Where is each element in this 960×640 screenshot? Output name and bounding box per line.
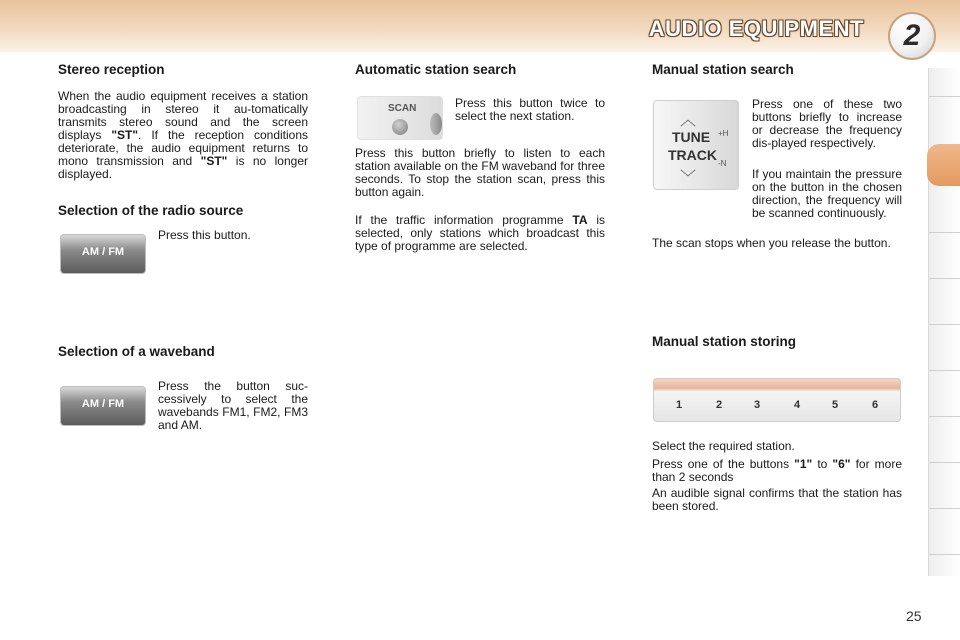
preset-5-label: 5: [832, 399, 839, 411]
dial-edge-icon: [430, 113, 442, 135]
st-indicator: "ST": [200, 154, 228, 168]
chapter-number-badge: 2: [888, 12, 936, 60]
automatic-search-text: Press this button briefly to listen to each station available on the FM waveband for three seconds. To stop the station scan, press this button again.: [355, 146, 605, 199]
storing-text-part: for more than 2 seconds: [652, 457, 902, 484]
storing-text-part: Press one of the buttons: [652, 457, 795, 471]
scan-button-text: Press this button twice to select the next station.: [455, 96, 605, 123]
am-label: AM: [81, 246, 100, 258]
scan-button-image: [357, 96, 443, 140]
page-title: AUDIO EQUIPMENT: [648, 16, 864, 41]
chapter-tab[interactable]: [929, 462, 960, 463]
chapter-tab[interactable]: [929, 278, 960, 279]
separator-label: /: [102, 398, 106, 410]
automatic-search-heading: Automatic station search: [355, 62, 517, 77]
radio-source-text: Press this button.: [158, 228, 251, 242]
stereo-text-part: . If the reception conditions deteriorate, the audio equipment returns to mono transmission and: [58, 128, 309, 168]
preset-6-ref: "6": [832, 457, 851, 471]
scan-label: SCAN: [388, 103, 417, 114]
manual-storing-heading: Manual station storing: [652, 334, 797, 349]
minus-label: -N: [718, 159, 727, 168]
st-indicator: "ST": [111, 128, 139, 142]
chapter-tab[interactable]: [929, 96, 960, 97]
fm-label: FM: [108, 246, 125, 258]
preset-6-label: 6: [872, 399, 879, 411]
traffic-info-text: [355, 214, 605, 253]
chevron-up-icon: ︿: [680, 112, 697, 129]
manual-search-heading: Manual station search: [652, 62, 794, 77]
preset-2-label: 2: [716, 399, 723, 411]
preset-1-label: 1: [676, 399, 683, 411]
tune-label: TUNE: [672, 129, 711, 145]
storing-text-part: to: [812, 457, 833, 471]
chapter-tab[interactable]: [929, 508, 960, 509]
fm-label: FM: [108, 398, 125, 410]
preset-buttons-image: [653, 378, 901, 422]
am-fm-button-image: [60, 234, 146, 274]
chevron-down-icon: ﹀: [680, 170, 697, 187]
track-label: TRACK: [668, 147, 717, 163]
waveband-text: Press the button suc-cessively to select the wavebands FM1, FM2, FM3 and AM.: [158, 379, 308, 432]
page-number: 25: [906, 608, 922, 624]
waveband-heading: Selection of a waveband: [58, 344, 215, 359]
manual-search-text-3: The scan stops when you release the button.: [652, 236, 891, 250]
tune-track-button-image: [653, 100, 739, 190]
chapter-tab[interactable]: [929, 232, 960, 233]
storing-text-2: [652, 458, 902, 484]
chapter-tab[interactable]: [929, 324, 960, 325]
stereo-text-part: When the audio equipment receives a station broadcasting in stereo it au-tomatically transmits stereo sound and the screen displays: [58, 89, 308, 142]
plus-label: +H: [718, 129, 729, 138]
traffic-text-part: If the traffic information programme: [355, 213, 573, 227]
preset-1-ref: "1": [794, 457, 813, 471]
stereo-reception-text: [58, 90, 308, 181]
chapter-tab[interactable]: [929, 554, 960, 555]
stereo-reception-heading: Stereo reception: [58, 62, 165, 77]
manual-search-text-2: If you maintain the pressure on the button in the chosen direction, the frequency will be scanned continuously.: [752, 167, 902, 220]
stereo-text-part: is no longer displayed.: [58, 154, 308, 181]
ta-label: TA: [572, 213, 588, 227]
am-fm-button-image: [60, 386, 146, 426]
chapter-tab-active[interactable]: [927, 144, 960, 186]
radio-source-heading: Selection of the radio source: [58, 203, 244, 218]
separator-label: /: [102, 246, 106, 258]
chapter-tab[interactable]: [929, 416, 960, 417]
chapter-tab[interactable]: [929, 370, 960, 371]
storing-text-3: An audible signal confirms that the station has been stored.: [652, 486, 902, 513]
preset-3-label: 3: [754, 399, 761, 411]
manual-search-text-1: Press one of these two buttons briefly to increase or decrease the frequency dis-played respectively.: [752, 97, 902, 150]
preset-4-label: 4: [794, 399, 801, 411]
chapter-tab-strip: [928, 68, 960, 576]
am-label: AM: [81, 398, 100, 410]
traffic-text-part: is selected, only stations which broadcast this type of programme are selected.: [355, 213, 606, 253]
storing-text-1: Select the required station.: [652, 439, 795, 453]
page-header: [0, 0, 960, 52]
scan-knob-icon: [392, 119, 408, 135]
